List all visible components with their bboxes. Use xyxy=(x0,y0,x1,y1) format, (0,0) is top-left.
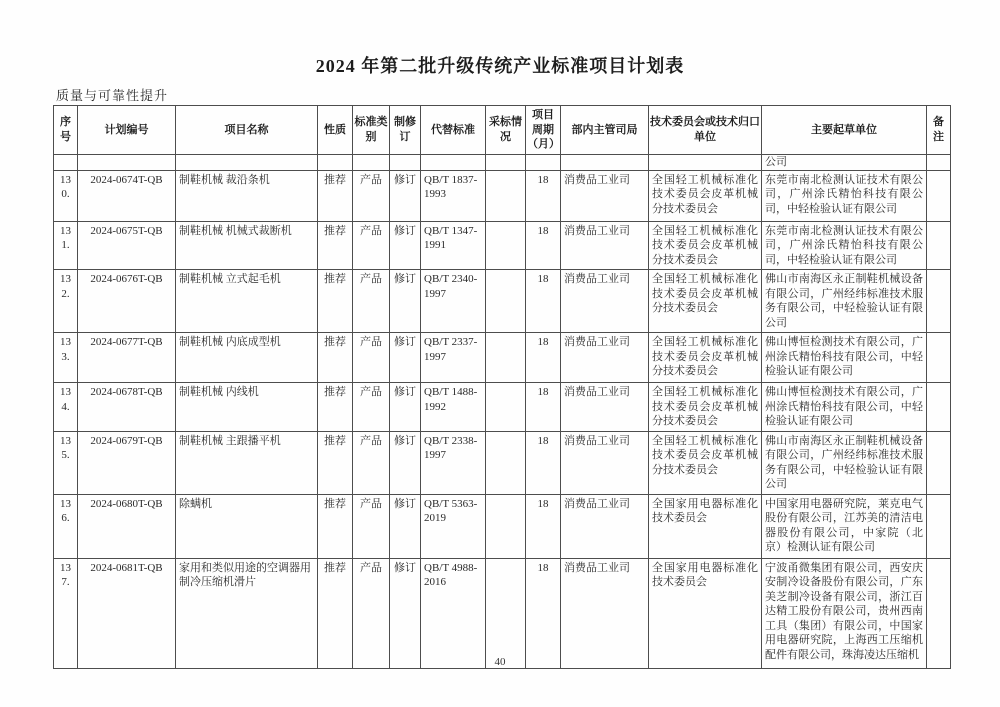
cell-seq: 134. xyxy=(54,383,78,432)
cell-committee: 全国轻工机械标准化技术委员会皮革机械分技术委员会 xyxy=(649,221,762,270)
cell-project_name: 除螨机 xyxy=(176,494,318,558)
cell-category: 产品 xyxy=(353,221,390,270)
cell-department xyxy=(561,154,649,170)
cell-department: 消费品工业司 xyxy=(561,333,649,383)
cell-cycle: 18 xyxy=(526,221,561,270)
cell-nature: 推荐 xyxy=(318,221,353,270)
cell-category: 产品 xyxy=(353,558,390,668)
cell-seq: 136. xyxy=(54,494,78,558)
table-body xyxy=(54,154,951,668)
cell-committee: 全国家用电器标准化技术委员会 xyxy=(649,494,762,558)
cell-replaced_standard: QB/T 1488-1992 xyxy=(421,383,486,432)
cell-adoption xyxy=(486,333,526,383)
cell-drafting_units: 佛山博恒检测技术有限公司，广州涂氏精怡科技有限公司，中轻检验认证有限公司 xyxy=(762,333,927,383)
cell-category: 产品 xyxy=(353,333,390,383)
cell-replaced_standard: QB/T 1347-1991 xyxy=(421,221,486,270)
cell-drafting_units: 东莞市南北检测认证技术有限公司，广州涂氏精怡科技有限公司，中轻检验认证有限公司 xyxy=(762,170,927,221)
cell-project_name: 制鞋机械 机械式裁断机 xyxy=(176,221,318,270)
cell-drafting_units: 公司 xyxy=(762,154,927,170)
cell-department: 消费品工业司 xyxy=(561,558,649,668)
cell-category: 产品 xyxy=(353,170,390,221)
cell-plan_no xyxy=(78,154,176,170)
cell-cycle: 18 xyxy=(526,170,561,221)
cell-nature: 推荐 xyxy=(318,431,353,494)
cell-category: 产品 xyxy=(353,383,390,432)
section-label: 质量与可靠性提升 xyxy=(56,88,169,103)
cell-cycle: 18 xyxy=(526,431,561,494)
cell-committee: 全国轻工机械标准化技术委员会皮革机械分技术委员会 xyxy=(649,431,762,494)
cell-committee: 全国轻工机械标准化技术委员会皮革机械分技术委员会 xyxy=(649,333,762,383)
cell-revision: 修订 xyxy=(390,221,421,270)
cell-adoption xyxy=(486,154,526,170)
cell-plan_no: 2024-0677T-QB xyxy=(78,333,176,383)
cell-seq: 135. xyxy=(54,431,78,494)
cell-department: 消费品工业司 xyxy=(561,383,649,432)
cell-category: 产品 xyxy=(353,431,390,494)
cell-adoption xyxy=(486,494,526,558)
table-header xyxy=(54,106,951,155)
cell-plan_no: 2024-0678T-QB xyxy=(78,383,176,432)
standards-plan-table xyxy=(53,105,951,669)
header-row xyxy=(54,106,951,155)
header-nature: 性质 xyxy=(318,106,353,155)
cell-plan_no: 2024-0681T-QB xyxy=(78,558,176,668)
table-row xyxy=(54,170,951,221)
cell-remarks xyxy=(927,431,951,494)
cell-seq: 137. xyxy=(54,558,78,668)
cell-revision: 修订 xyxy=(390,333,421,383)
cell-replaced_standard: QB/T 1837-1993 xyxy=(421,170,486,221)
cell-remarks xyxy=(927,270,951,333)
cell-project_name: 制鞋机械 立式起毛机 xyxy=(176,270,318,333)
cell-drafting_units: 宁波甬微集团有限公司，西安庆安制冷设备股份有限公司，广东美芝制冷设备有限公司，浙江百达精工股份有限公司，贵州西南工具（集团）有限公司，中国家用电器研究院，上海西工压缩机配件有限公司，珠海凌达压缩机 xyxy=(762,558,927,668)
cell-remarks xyxy=(927,154,951,170)
cell-category xyxy=(353,154,390,170)
cell-revision: 修订 xyxy=(390,383,421,432)
cell-remarks xyxy=(927,333,951,383)
cell-replaced_standard: QB/T 2340-1997 xyxy=(421,270,486,333)
cell-department: 消费品工业司 xyxy=(561,270,649,333)
cell-nature: 推荐 xyxy=(318,333,353,383)
header-category: 标准类别 xyxy=(353,106,390,155)
header-seq: 序号 xyxy=(54,106,78,155)
cell-plan_no: 2024-0676T-QB xyxy=(78,270,176,333)
cell-project_name: 制鞋机械 内线机 xyxy=(176,383,318,432)
cell-plan_no: 2024-0679T-QB xyxy=(78,431,176,494)
cell-department: 消费品工业司 xyxy=(561,431,649,494)
cell-adoption xyxy=(486,221,526,270)
cell-replaced_standard xyxy=(421,154,486,170)
cell-project_name: 制鞋机械 内底成型机 xyxy=(176,333,318,383)
header-remarks: 备注 xyxy=(927,106,951,155)
cell-drafting_units: 东莞市南北检测认证技术有限公司，广州涂氏精怡科技有限公司，中轻检验认证有限公司 xyxy=(762,221,927,270)
cell-nature: 推荐 xyxy=(318,494,353,558)
cell-department: 消费品工业司 xyxy=(561,170,649,221)
cell-adoption xyxy=(486,170,526,221)
header-adoption: 采标情况 xyxy=(486,106,526,155)
header-committee: 技术委员会或技术归口单位 xyxy=(649,106,762,155)
cell-project_name: 家用和类似用途的空调器用制冷压缩机滑片 xyxy=(176,558,318,668)
cell-nature: 推荐 xyxy=(318,383,353,432)
cell-cycle: 18 xyxy=(526,494,561,558)
header-department: 部内主管司局 xyxy=(561,106,649,155)
cell-committee: 全国轻工机械标准化技术委员会皮革机械分技术委员会 xyxy=(649,170,762,221)
cell-cycle: 18 xyxy=(526,383,561,432)
cell-revision: 修订 xyxy=(390,270,421,333)
cell-seq: 131. xyxy=(54,221,78,270)
cell-nature: 推荐 xyxy=(318,270,353,333)
cell-category: 产品 xyxy=(353,494,390,558)
page-number: 40 xyxy=(494,656,506,668)
cell-nature xyxy=(318,154,353,170)
header-drafting_units: 主要起草单位 xyxy=(762,106,927,155)
cell-revision: 修订 xyxy=(390,170,421,221)
cell-project_name: 制鞋机械 主跟播平机 xyxy=(176,431,318,494)
cell-replaced_standard: QB/T 2337-1997 xyxy=(421,333,486,383)
cell-remarks xyxy=(927,558,951,668)
cell-remarks xyxy=(927,170,951,221)
table-row xyxy=(54,494,951,558)
cell-committee: 全国家用电器标准化技术委员会 xyxy=(649,558,762,668)
cell-revision xyxy=(390,154,421,170)
cell-revision: 修订 xyxy=(390,431,421,494)
cell-seq: 133. xyxy=(54,333,78,383)
cell-nature: 推荐 xyxy=(318,558,353,668)
cell-department: 消费品工业司 xyxy=(561,494,649,558)
cell-drafting_units: 中国家用电器研究院，莱克电气股份有限公司，江苏美的清洁电器股份有限公司，中家院（北京）检测认证有限公司 xyxy=(762,494,927,558)
table-row xyxy=(54,333,951,383)
cell-seq: 132. xyxy=(54,270,78,333)
cell-adoption xyxy=(486,383,526,432)
cell-plan_no: 2024-0680T-QB xyxy=(78,494,176,558)
cell-drafting_units: 佛山博恒检测技术有限公司，广州涂氏精怡科技有限公司，中轻检验认证有限公司 xyxy=(762,383,927,432)
cell-replaced_standard: QB/T 5363-2019 xyxy=(421,494,486,558)
header-replaced_standard: 代替标准 xyxy=(421,106,486,155)
table-row xyxy=(54,558,951,668)
cell-remarks xyxy=(927,383,951,432)
cell-plan_no: 2024-0675T-QB xyxy=(78,221,176,270)
table-row xyxy=(54,221,951,270)
cell-cycle: 18 xyxy=(526,270,561,333)
cell-committee: 全国轻工机械标准化技术委员会皮革机械分技术委员会 xyxy=(649,383,762,432)
cell-drafting_units: 佛山市南海区永正制鞋机械设备有限公司，广州经纬标准技术服务有限公司，中轻检验认证有限公司 xyxy=(762,270,927,333)
cell-revision: 修订 xyxy=(390,494,421,558)
header-revision: 制修订 xyxy=(390,106,421,155)
cell-cycle: 18 xyxy=(526,333,561,383)
carryover-row xyxy=(54,154,951,170)
table-row xyxy=(54,431,951,494)
cell-department: 消费品工业司 xyxy=(561,221,649,270)
cell-project_name: 制鞋机械 裁沿条机 xyxy=(176,170,318,221)
cell-cycle: 18 xyxy=(526,558,561,668)
cell-category: 产品 xyxy=(353,270,390,333)
table-row xyxy=(54,383,951,432)
page-title: 2024 年第二批升级传统产业标准项目计划表 xyxy=(315,56,685,76)
cell-nature: 推荐 xyxy=(318,170,353,221)
cell-remarks xyxy=(927,221,951,270)
header-cycle: 项目周期（月） xyxy=(526,106,561,155)
cell-adoption xyxy=(486,270,526,333)
cell-replaced_standard: QB/T 4988-2016 xyxy=(421,558,486,668)
cell-seq xyxy=(54,154,78,170)
cell-adoption xyxy=(486,431,526,494)
table-row xyxy=(54,270,951,333)
cell-revision: 修订 xyxy=(390,558,421,668)
cell-drafting_units: 佛山市南海区永正制鞋机械设备有限公司，广州经纬标准技术服务有限公司，中轻检验认证有限公司 xyxy=(762,431,927,494)
cell-committee: 全国轻工机械标准化技术委员会皮革机械分技术委员会 xyxy=(649,270,762,333)
cell-project_name xyxy=(176,154,318,170)
cell-committee xyxy=(649,154,762,170)
cell-cycle xyxy=(526,154,561,170)
cell-remarks xyxy=(927,494,951,558)
cell-plan_no: 2024-0674T-QB xyxy=(78,170,176,221)
cell-adoption xyxy=(486,558,526,668)
cell-seq: 130. xyxy=(54,170,78,221)
cell-replaced_standard: QB/T 2338-1997 xyxy=(421,431,486,494)
header-plan_no: 计划编号 xyxy=(78,106,176,155)
header-project_name: 项目名称 xyxy=(176,106,318,155)
